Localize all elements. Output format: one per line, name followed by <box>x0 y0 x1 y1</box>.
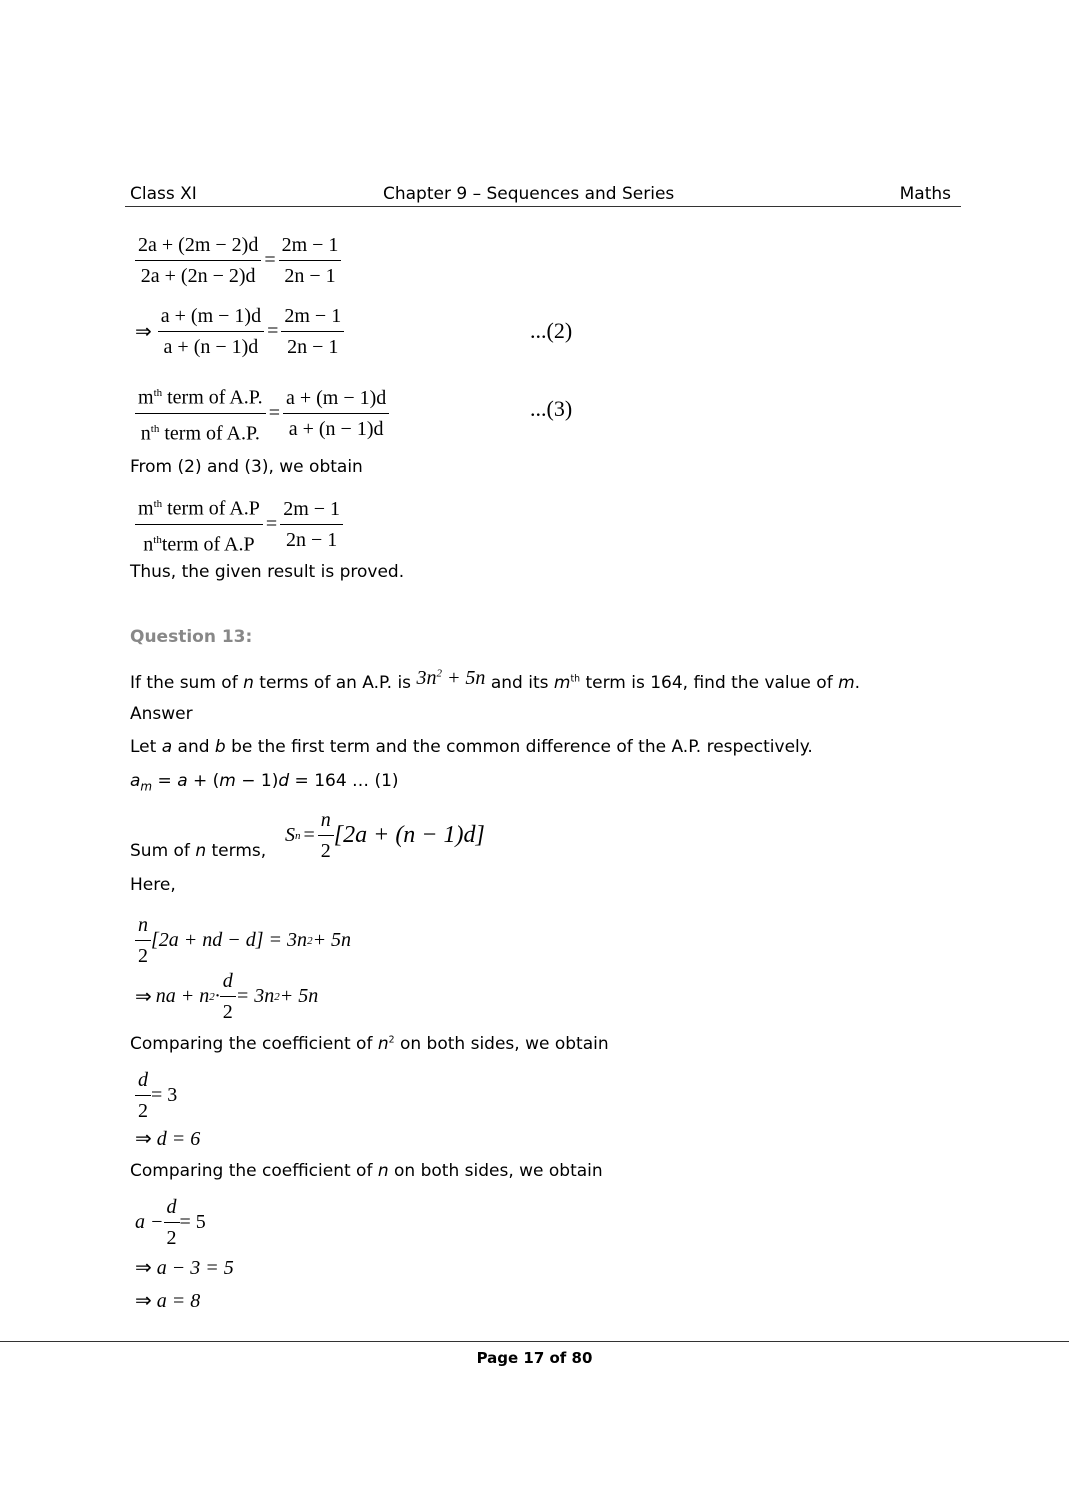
equation-4 <box>135 491 343 557</box>
eq3-num-right: a + (m − 1)d <box>283 385 389 414</box>
eq3-num-left: $m^{th}$ term of A.P. <box>135 380 266 414</box>
step-7: ⇒ a = 8 <box>135 1290 201 1312</box>
eq4-num-right: 2m − 1 <box>280 496 343 525</box>
header-chapter: Chapter 9 – Sequences and Series <box>383 184 675 204</box>
step-2: ⇒ na + n 2 · $\frac{d}{2}$ = 3n 2 + 5n <box>135 970 319 1023</box>
equation-tag-2: ...(2) <box>530 318 573 343</box>
eq4-num-left: $m^{th}$ term of A.P <box>135 491 263 525</box>
equals-sign: = <box>267 320 279 342</box>
equals-sign: = <box>264 249 276 271</box>
eq3-den-right: a + (n − 1)d <box>288 417 384 440</box>
page-header <box>125 184 961 207</box>
am-equation: $a_m = a + (m - 1)d = 164$ … (1) <box>130 771 399 794</box>
sum-of-n-terms-label: Sum of n terms, <box>130 841 267 861</box>
eq4-den-left: $n^{th}term$ of A.P <box>143 533 255 556</box>
equation-tag-3: ...(3) <box>530 396 573 421</box>
page-number: Page 17 of 80 <box>476 1349 593 1367</box>
eq2-den-left: a + (n − 1)d <box>163 336 259 358</box>
question-13-title: Question 13: <box>130 627 253 647</box>
compare-n2-text: Comparing the coefficient of $n^2$ on both sides, we obtain <box>130 1034 609 1054</box>
step-4: ⇒ d = 6 <box>135 1128 201 1150</box>
sn-formula: S n = $\frac{n}{2}$ [2a + (n − 1)d] <box>285 809 485 862</box>
from-2-and-3-text: From (2) and (3), we obtain <box>130 457 363 477</box>
answer-label: Answer <box>130 704 193 724</box>
eq2-num-right: 2m − 1 <box>281 303 344 332</box>
compare-n-text: Comparing the coefficient of n on both sides, we obtain <box>130 1161 603 1181</box>
step-1: $\frac{n}{2}$ [2a + nd − d] = 3n 2 + 5n <box>135 912 351 969</box>
eq1-num-right: 2m − 1 <box>279 232 342 261</box>
equation-2 <box>135 303 344 360</box>
step-5: a − $\frac{d}{2}$ = 5 <box>135 1196 206 1249</box>
equation-3 <box>135 380 389 446</box>
implies-arrow: ⇒ <box>135 321 152 343</box>
header-subject: Maths <box>899 184 951 204</box>
eq1-den-left: 2a + (2n − 2)d <box>140 265 256 287</box>
step-6: ⇒ a − 3 = 5 <box>135 1257 234 1279</box>
equals-sign: = <box>268 401 280 424</box>
step-3: $\frac{d}{2}$ = 3 <box>135 1067 177 1124</box>
equals-sign: = <box>265 512 278 535</box>
eq2-den-right: 2n − 1 <box>287 336 339 358</box>
eq1-den-right: 2n − 1 <box>284 265 336 287</box>
here-label: Here, <box>130 875 176 895</box>
eq2-num-left: a + (m − 1)d <box>158 303 264 332</box>
footer-divider <box>0 1341 1069 1342</box>
question-13-text: If the sum of n terms of an A.P. is $3n^2 + 5n$ and its $m^{th}$ term is 164, find the value of m. <box>130 667 861 693</box>
eq1-num-left: 2a + (2m − 2)d <box>135 232 261 261</box>
equation-1 <box>135 232 341 289</box>
let-statement: Let a and b be the first term and the common difference of the A.P. respectively. <box>130 737 813 757</box>
eq4-den-right: 2n − 1 <box>285 528 338 551</box>
proved-text: Thus, the given result is proved. <box>130 562 405 582</box>
eq3-den-left: $n^{th}$ term of A.P. <box>140 422 260 445</box>
header-class: Class XI <box>130 184 197 204</box>
